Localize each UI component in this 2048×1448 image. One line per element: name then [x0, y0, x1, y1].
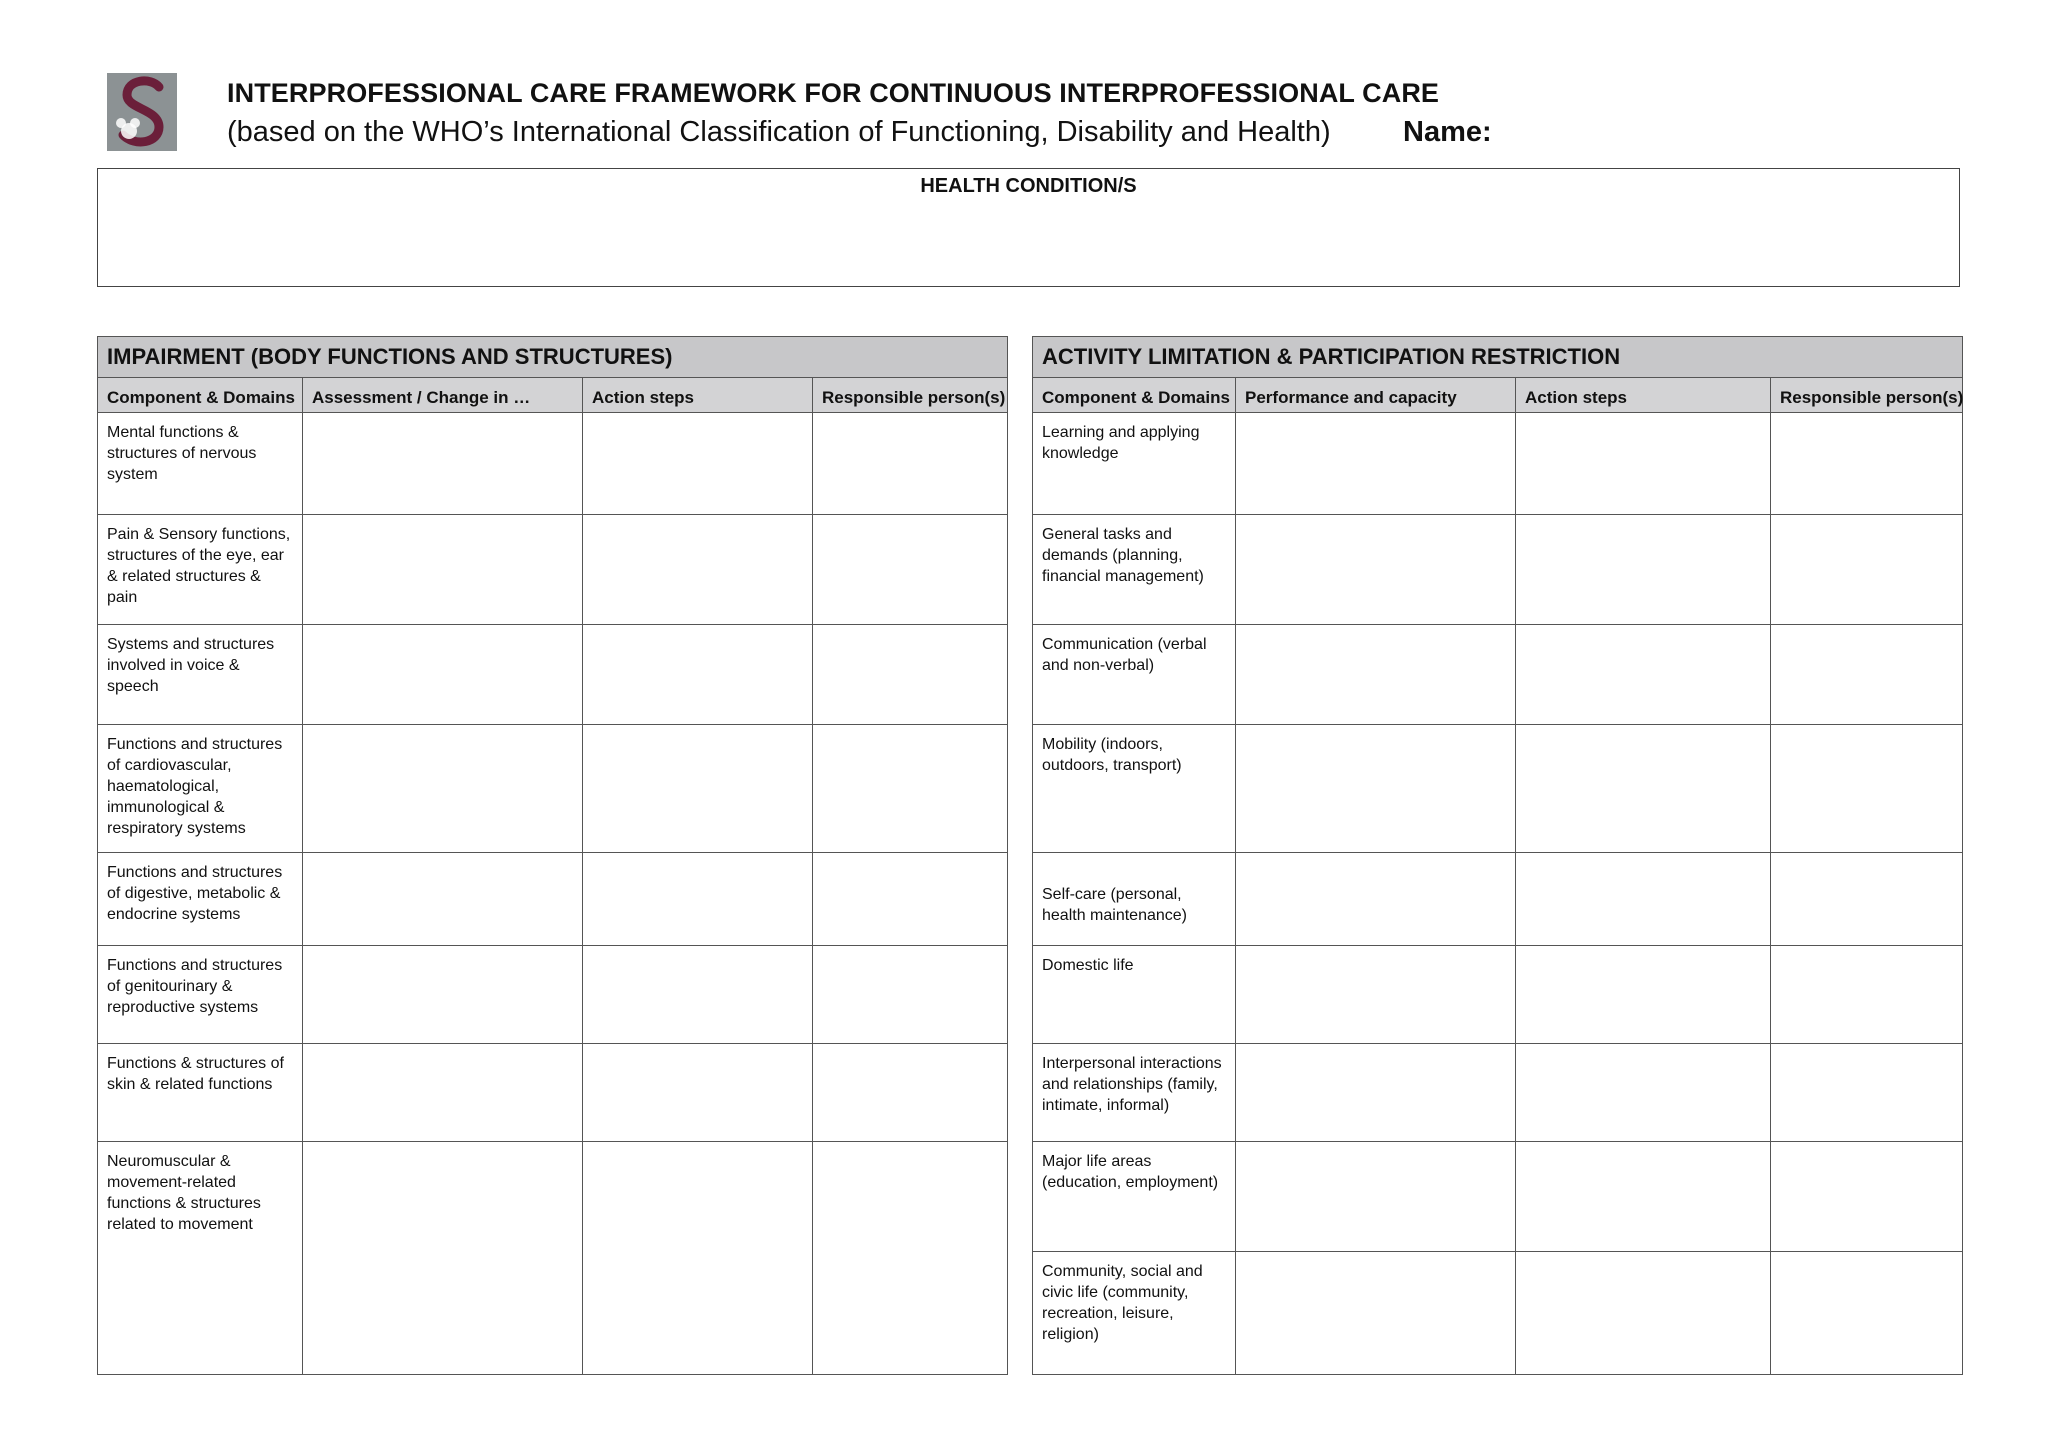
- activity-participation-table: [1032, 336, 1963, 1375]
- table-row: [1033, 1252, 1963, 1375]
- action-steps-cell[interactable]: [1516, 625, 1771, 725]
- domain-cell: Neuromuscular & movement-related functions & structures related to movement: [98, 1142, 303, 1375]
- domain-cell: Pain & Sensory functions, structures of the eye, ear & related structures & pain: [98, 515, 303, 625]
- impairment-table: [97, 336, 1008, 1375]
- responsible-person-cell[interactable]: [1771, 1252, 1963, 1375]
- responsible-person-cell[interactable]: [813, 853, 1008, 946]
- domain-cell: Communication (verbal and non-verbal): [1033, 625, 1236, 725]
- responsible-person-cell[interactable]: [1771, 853, 1963, 946]
- table-row: [98, 946, 1008, 1044]
- assessment-cell[interactable]: [303, 1044, 583, 1142]
- form-title: INTERPROFESSIONAL CARE FRAMEWORK FOR CONTINUOUS INTERPROFESSIONAL CARE: [227, 78, 1440, 108]
- domain-cell: Domestic life: [1033, 946, 1236, 1044]
- domain-cell: Functions and structures of cardiovascular, haematological, immunological & respiratory systems: [98, 725, 303, 853]
- action-steps-cell[interactable]: [1516, 946, 1771, 1044]
- action-steps-cell[interactable]: [1516, 853, 1771, 946]
- action-steps-cell[interactable]: [583, 413, 813, 515]
- table-row: [1033, 725, 1963, 853]
- column-header: Component & Domains: [98, 378, 303, 413]
- table-row: [1033, 853, 1963, 946]
- table-row: [98, 853, 1008, 946]
- assessment-cell[interactable]: [303, 1142, 583, 1375]
- responsible-person-cell[interactable]: [1771, 946, 1963, 1044]
- domain-cell: Functions & structures of skin & related functions: [98, 1044, 303, 1142]
- domain-cell: Interpersonal interactions and relationships (family, intimate, informal): [1033, 1044, 1236, 1142]
- action-steps-cell[interactable]: [1516, 1044, 1771, 1142]
- action-steps-cell[interactable]: [583, 1142, 813, 1375]
- table-row: [1033, 515, 1963, 625]
- name-label: Name:: [1403, 116, 1492, 148]
- action-steps-cell[interactable]: [583, 515, 813, 625]
- performance-cell[interactable]: [1236, 1252, 1516, 1375]
- domain-cell: Self-care (personal, health maintenance): [1033, 853, 1236, 946]
- table-row: [98, 413, 1008, 515]
- table-row: [98, 725, 1008, 853]
- performance-cell[interactable]: [1236, 725, 1516, 853]
- responsible-person-cell[interactable]: [1771, 1044, 1963, 1142]
- column-header: Assessment / Change in …: [303, 378, 583, 413]
- responsible-person-cell[interactable]: [813, 625, 1008, 725]
- domain-cell: Mobility (indoors, outdoors, transport): [1033, 725, 1236, 853]
- responsible-person-cell[interactable]: [813, 946, 1008, 1044]
- action-steps-cell[interactable]: [583, 853, 813, 946]
- action-steps-cell[interactable]: [1516, 1142, 1771, 1252]
- column-header: Component & Domains: [1033, 378, 1236, 413]
- table-row: [1033, 1142, 1963, 1252]
- assessment-cell[interactable]: [303, 725, 583, 853]
- table-row: [98, 625, 1008, 725]
- responsible-person-cell[interactable]: [1771, 1142, 1963, 1252]
- responsible-person-cell[interactable]: [1771, 625, 1963, 725]
- impairment-title: IMPAIRMENT (BODY FUNCTIONS AND STRUCTURES): [98, 337, 1008, 378]
- responsible-person-cell[interactable]: [1771, 413, 1963, 515]
- performance-cell[interactable]: [1236, 946, 1516, 1044]
- column-header: Responsible person(s): [813, 378, 1008, 413]
- column-header: Action steps: [583, 378, 813, 413]
- action-steps-cell[interactable]: [583, 725, 813, 853]
- domain-cell: Community, social and civic life (community, recreation, leisure, religion): [1033, 1252, 1236, 1375]
- table-row: [1033, 946, 1963, 1044]
- responsible-person-cell[interactable]: [813, 1142, 1008, 1375]
- performance-cell[interactable]: [1236, 413, 1516, 515]
- domain-cell: Major life areas (education, employment): [1033, 1142, 1236, 1252]
- assessment-cell[interactable]: [303, 515, 583, 625]
- form-subtitle: (based on the WHO’s International Classification of Functioning, Disability and Health): [227, 116, 1331, 148]
- activity-title: ACTIVITY LIMITATION & PARTICIPATION RESTRICTION: [1033, 337, 1963, 378]
- domain-cell: Functions and structures of digestive, metabolic & endocrine systems: [98, 853, 303, 946]
- action-steps-cell[interactable]: [1516, 413, 1771, 515]
- performance-cell[interactable]: [1236, 1044, 1516, 1142]
- table-row: [98, 1142, 1008, 1375]
- performance-cell[interactable]: [1236, 1142, 1516, 1252]
- responsible-person-cell[interactable]: [1771, 725, 1963, 853]
- column-header: Performance and capacity: [1236, 378, 1516, 413]
- health-condition-box[interactable]: [97, 168, 1960, 287]
- responsible-person-cell[interactable]: [1771, 515, 1963, 625]
- responsible-person-cell[interactable]: [813, 515, 1008, 625]
- table-row: [1033, 625, 1963, 725]
- domain-cell: Systems and structures involved in voice & speech: [98, 625, 303, 725]
- health-condition-title: HEALTH CONDITION/S: [920, 175, 1137, 197]
- assessment-cell[interactable]: [303, 413, 583, 515]
- column-header: Action steps: [1516, 378, 1771, 413]
- performance-cell[interactable]: [1236, 515, 1516, 625]
- table-row: [98, 1044, 1008, 1142]
- performance-cell[interactable]: [1236, 853, 1516, 946]
- table-row: [1033, 1044, 1963, 1142]
- action-steps-cell[interactable]: [583, 946, 813, 1044]
- action-steps-cell[interactable]: [1516, 1252, 1771, 1375]
- domain-cell: Mental functions & structures of nervous system: [98, 413, 303, 515]
- action-steps-cell[interactable]: [583, 1044, 813, 1142]
- table-row: [1033, 413, 1963, 515]
- assessment-cell[interactable]: [303, 625, 583, 725]
- table-row: [98, 515, 1008, 625]
- assessment-cell[interactable]: [303, 946, 583, 1044]
- domain-cell: Functions and structures of genitourinary & reproductive systems: [98, 946, 303, 1044]
- responsible-person-cell[interactable]: [813, 413, 1008, 515]
- performance-cell[interactable]: [1236, 625, 1516, 725]
- domain-cell: General tasks and demands (planning, financial management): [1033, 515, 1236, 625]
- column-header: Responsible person(s): [1771, 378, 1963, 413]
- action-steps-cell[interactable]: [1516, 725, 1771, 853]
- action-steps-cell[interactable]: [1516, 515, 1771, 625]
- action-steps-cell[interactable]: [583, 625, 813, 725]
- university-crest-logo: [107, 73, 177, 151]
- domain-cell: Learning and applying knowledge: [1033, 413, 1236, 515]
- responsible-person-cell[interactable]: [813, 725, 1008, 853]
- assessment-cell[interactable]: [303, 853, 583, 946]
- responsible-person-cell[interactable]: [813, 1044, 1008, 1142]
